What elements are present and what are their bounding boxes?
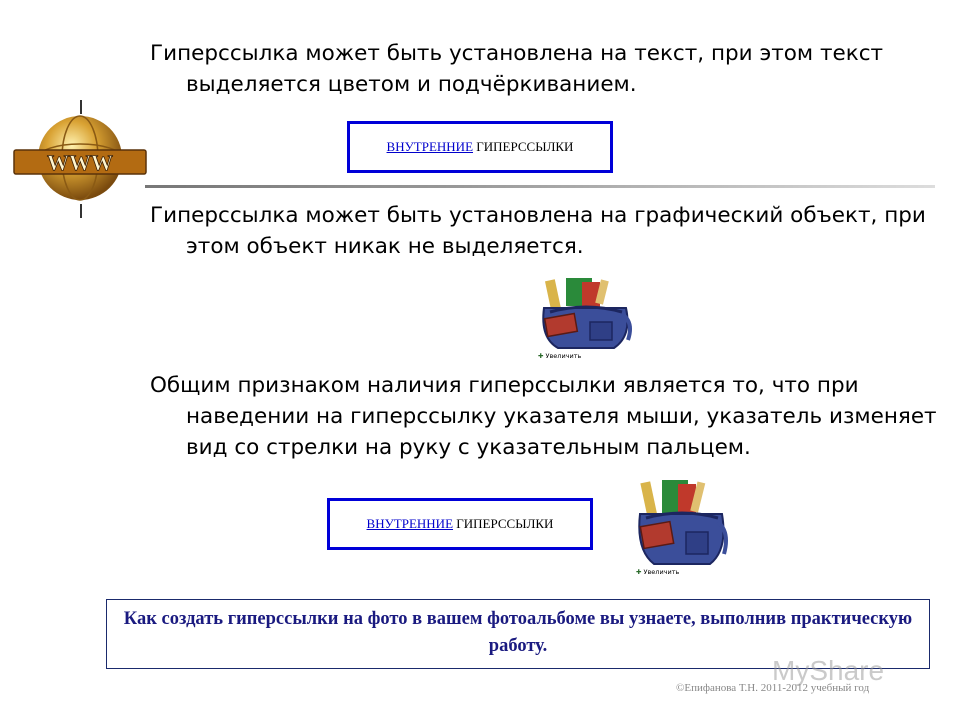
zoom-icon: ✚ bbox=[636, 568, 644, 576]
hyperlink-example-box-2 bbox=[327, 498, 593, 550]
www-logo bbox=[10, 100, 150, 218]
copyright-footer: ©Епифанова Т.Н. 2011-2012 учебный год bbox=[676, 682, 870, 694]
paragraph-cursor-hint: Общим признаком наличия гиперссылки является то, что при наведении на гиперссылку указателя мыши, указатель изменяет вид со стрелки на руку с указательным пальцем. bbox=[150, 373, 937, 460]
zoom-icon: ✚ bbox=[538, 352, 546, 360]
zoom-caption-1[interactable]: ✚ Увеличить bbox=[538, 352, 582, 360]
backpack-image-2[interactable] bbox=[632, 478, 732, 578]
zoom-caption-2[interactable]: ✚ Увеличить bbox=[636, 568, 680, 576]
link-plain-text-2: ГИПЕРССЫЛКИ bbox=[453, 516, 554, 531]
backpack-icon bbox=[536, 278, 636, 350]
link-plain-text-1: ГИПЕРССЫЛКИ bbox=[473, 139, 574, 154]
paragraph-graphic-link: Гиперссылка может быть установлена на графический объект, при этом объект никак не выделяется. bbox=[150, 203, 926, 259]
practical-work-note: Как создать гиперссылки на фото в вашем фотоальбоме вы узнаете, выполнив практическую работу. bbox=[106, 599, 930, 669]
backpack-icon bbox=[632, 478, 732, 566]
logo-text: WWW bbox=[47, 150, 113, 175]
globe-icon bbox=[10, 110, 150, 210]
internal-link-1[interactable]: ВНУТРЕННИЕ bbox=[386, 139, 474, 154]
hyperlink-example-box-1 bbox=[347, 121, 613, 173]
divider-line bbox=[145, 185, 935, 188]
backpack-image-1[interactable] bbox=[536, 278, 636, 360]
paragraph-text-link: Гиперссылка может быть установлена на текст, при этом текст выделяется цветом и подчёркиванием. bbox=[150, 41, 884, 97]
myshare-watermark: MyShare bbox=[772, 655, 885, 686]
internal-link-2[interactable]: ВНУТРЕННИЕ bbox=[366, 516, 454, 531]
